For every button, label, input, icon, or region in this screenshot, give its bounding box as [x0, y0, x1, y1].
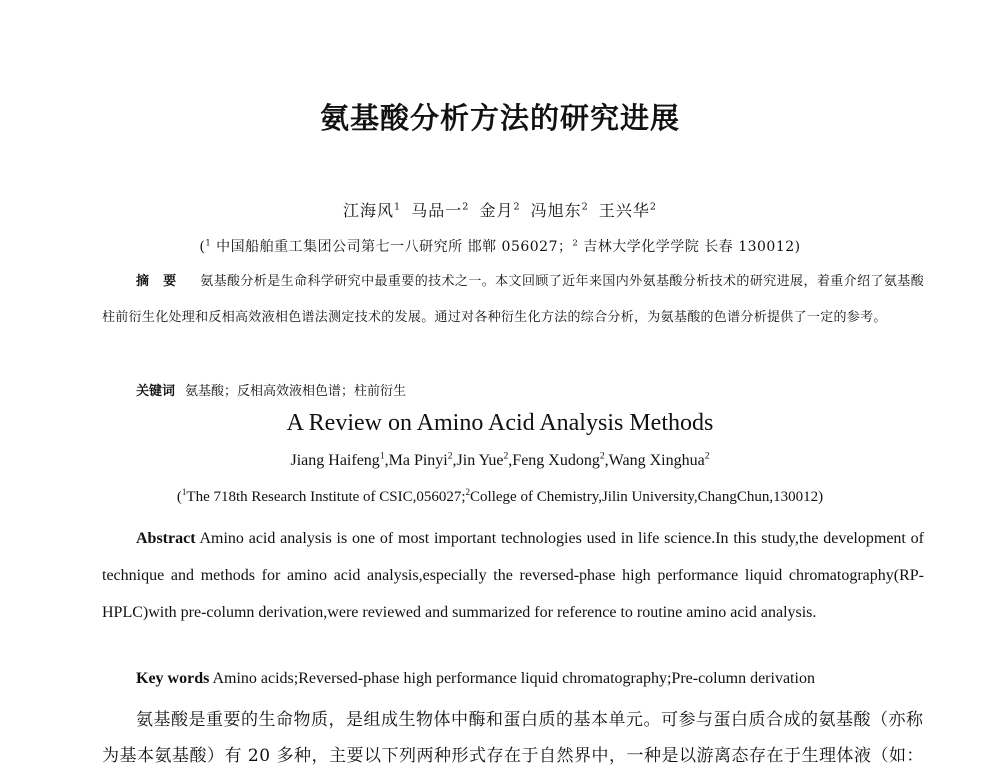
authors-en: Jiang Haifeng$^1$,Ma Pinyi$^2$,Jin Yue$^2$,Feng Xudong$^2$,Wang Xinghua$^2$: [290, 450, 710, 469]
paper-title-en: A Review on Amino Acid Analysis Methods: [286, 410, 714, 436]
affiliation-en: [0, 489, 1000, 506]
author-aff: 2: [599, 450, 605, 462]
keywords-en: [136, 670, 815, 688]
affiliation-cn: [0, 236, 1000, 256]
abstract-en: [102, 520, 924, 631]
author-en: Jin Yue: [456, 452, 504, 469]
abstract-en-text: Amino acid analysis is one of most important technologies used in life science.In this study,the development of technique and methods for amino acid analysis,especially the reversed-phase high performance liquid chromatography(RP-HPLC)with pre-column derivation,were reviewed and summarized for reference to routine amino acid analysis.: [102, 530, 924, 621]
abstract-en-label: Abstract: [136, 530, 196, 547]
author-aff: 2: [649, 201, 657, 213]
affil-sup: 2: [465, 487, 471, 497]
intro-paragraph-cn: 氨基酸是重要的生命物质，是组成生物体中酶和蛋白质的基本单元。可参与蛋白质合成的氨基酸（亦称为基本氨基酸）有 20 多种，主要以下列两种形式存在于自然界中，一种是以游离态存在于生理体液（如：: [102, 710, 924, 766]
author-cn: 马品一: [411, 201, 463, 220]
author-cn: 王兴华: [598, 201, 650, 220]
keywords-cn-label: 关键词: [136, 384, 176, 399]
abstract-cn-text: 氨基酸分析是生命科学研究中最重要的技术之一。本文回顾了近年来国内外氨基酸分析技术的研究进展，着重介绍了氨基酸柱前衍生化处理和反相高效液相色谱法测定技术的发展。通过对各种衍生化方法的综合分析，为氨基酸的色谱分析提供了一定的参考。: [102, 274, 924, 325]
author-en: Feng Xudong: [512, 452, 600, 469]
abstract-cn: [102, 264, 924, 336]
author-aff: 1: [379, 450, 385, 462]
affil-2-en: College of Chemistry,Jilin University,ChangChun,130012): [470, 489, 824, 505]
keywords-cn: [136, 380, 406, 399]
abstract-cn-label: 摘要: [136, 274, 191, 289]
affil-sup: 1: [205, 237, 212, 248]
author-cn: 江海风: [343, 201, 395, 220]
affil-2-cn: 吉林大学化学学院 长春 130012): [578, 239, 801, 255]
author-en: Wang Xinghua: [608, 452, 705, 469]
author-aff: 2: [462, 201, 470, 213]
author-cn: 金月: [479, 201, 514, 220]
affil-1-en: The 718th Research Institute of CSIC,056027;: [186, 489, 466, 505]
author-aff: 2: [447, 450, 453, 462]
keywords-en-label: Key words: [136, 670, 210, 687]
keywords-en-text: Amino acids;Reversed-phase high performance liquid chromatography;Pre-column derivation: [212, 670, 815, 687]
authors-cn: [0, 198, 1000, 221]
affil-1-cn: 中国船舶重工集团公司第七一八研究所 邯郸 056027；: [211, 239, 573, 255]
author-en: Jiang Haifeng: [290, 452, 380, 469]
author-aff: 2: [704, 450, 710, 462]
affil-open-paren: (: [176, 489, 182, 505]
paper-title-cn: 氨基酸分析方法的研究进展: [319, 101, 680, 135]
author-en: Ma Pinyi: [388, 452, 448, 469]
author-cn: 冯旭东: [530, 201, 582, 220]
author-aff: 2: [513, 201, 521, 213]
author-aff: 2: [503, 450, 509, 462]
keywords-cn-text: 氨基酸；反相高效液相色谱；柱前衍生: [185, 384, 407, 399]
affil-open-paren: (: [199, 239, 206, 255]
author-aff: 1: [394, 201, 402, 213]
affil-sup: 2: [572, 237, 579, 248]
author-aff: 2: [581, 201, 589, 213]
affil-sup: 1: [181, 487, 187, 497]
